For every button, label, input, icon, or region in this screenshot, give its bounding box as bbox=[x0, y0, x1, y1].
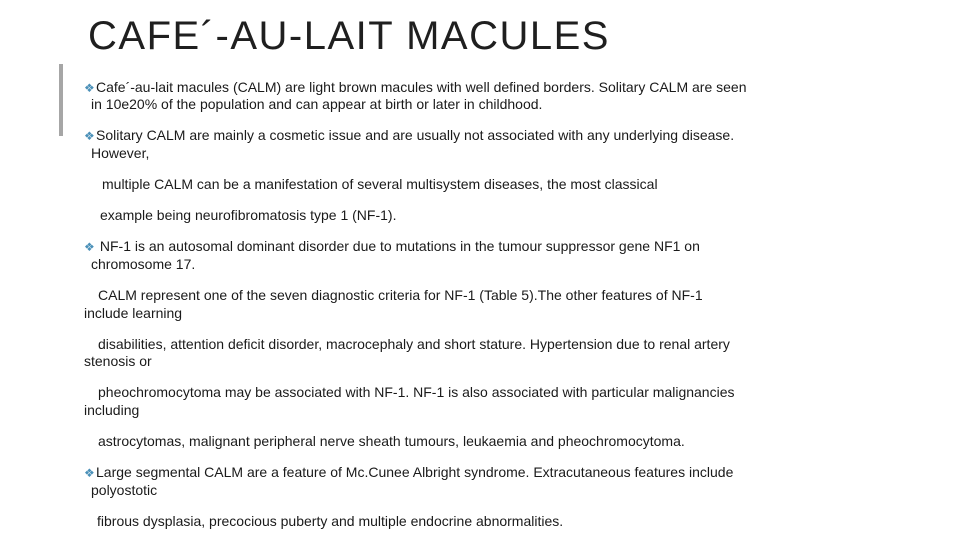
text-line: stenosis or bbox=[84, 353, 152, 369]
text-line: chromosome 17. bbox=[91, 256, 196, 272]
diamond-bullet-icon: ❖ bbox=[84, 240, 95, 254]
diamond-bullet-icon: ❖ bbox=[84, 129, 95, 143]
diamond-bullet-icon: ❖ bbox=[84, 81, 95, 95]
text-line: include learning bbox=[84, 305, 183, 321]
text-line: fibrous dysplasia, precocious puberty and multiple endocrine abnormalities. bbox=[97, 513, 564, 529]
text-line: disabilities, attention deficit disorder, macrocephaly and short stature. Hypertension due to renal artery bbox=[98, 336, 730, 352]
text-line: including bbox=[84, 402, 140, 418]
slide-title: CAFE´-AU-LAIT MACULES bbox=[88, 14, 610, 58]
accent-bar bbox=[59, 64, 63, 136]
bullet-line: ❖Solitary CALM are mainly a cosmetic issue and are usually not associated with any underlying disease. bbox=[84, 127, 735, 143]
bullet-line: ❖Cafe´-au-lait macules (CALM) are light brown macules with well defined borders. Solitary CALM are seen bbox=[84, 79, 747, 95]
text-line: astrocytomas, malignant peripheral nerve sheath tumours, leukaemia and pheochromocytoma. bbox=[98, 433, 685, 449]
text-line: example being neurofibromatosis type 1 (NF-1). bbox=[100, 207, 397, 223]
text-line: CALM represent one of the seven diagnostic criteria for NF-1 (Table 5).The other features of NF-1 bbox=[98, 287, 703, 303]
text-line: However, bbox=[91, 145, 150, 161]
bullet-line: ❖ NF-1 is an autosomal dominant disorder due to mutations in the tumour suppressor gene NF1 on bbox=[84, 238, 700, 254]
bullet-line: ❖Large segmental CALM are a feature of Mc.Cunee Albright syndrome. Extracutaneous features include bbox=[84, 464, 734, 480]
diamond-bullet-icon: ❖ bbox=[84, 466, 95, 480]
text-line: in 10e20% of the population and can appear at birth or later in childhood. bbox=[91, 96, 543, 112]
text-line: pheochromocytoma may be associated with NF-1. NF-1 is also associated with particular malignancies bbox=[98, 384, 735, 400]
text-line: polyostotic bbox=[91, 482, 158, 498]
text-line: multiple CALM can be a manifestation of several multisystem diseases, the most classical bbox=[102, 176, 658, 192]
